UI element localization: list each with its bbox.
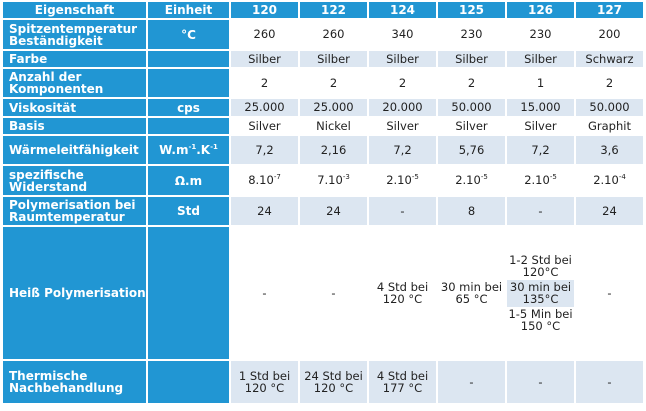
cell: - [231,227,298,359]
cell: - [576,361,643,403]
value-exponent: -7 [273,173,281,182]
heat-cure-option: 1-5 Min bei 150 °C [508,306,573,333]
cell: 5,76 [438,136,505,164]
row-label: spezifische Widerstand [3,166,146,195]
row-unit [148,227,229,359]
cell: Silber [231,51,298,67]
unit-mid: .K [196,143,211,157]
cell: 230 [507,20,574,49]
row-component-count [3,69,643,97]
cell: 8 [438,197,505,225]
cell: 1 Std bei 120 °C [231,361,298,403]
cell: Silber [507,51,574,67]
row-label: Polymerisation bei Raumtemperatur [3,197,146,225]
row-viscosity [3,99,643,116]
cell: 4 Std bei 120 °C [369,227,436,359]
heat-cure-option: 30 min bei 135°C [507,280,574,307]
cell: 50.000 [576,99,643,116]
properties-table [1,0,645,405]
row-unit [148,118,229,134]
row-unit: cps [148,99,229,116]
cell: 15.000 [507,99,574,116]
header-product-124: 124 [369,2,436,18]
value-exponent: -5 [411,173,419,182]
cell: 25.000 [300,99,367,116]
header-product-120: 120 [231,2,298,18]
cell: 1 [507,69,574,97]
value-mantissa: 2.10 [455,173,481,188]
cell: Silver [438,118,505,134]
row-unit: °C [148,20,229,49]
row-heat-curing [3,227,643,359]
cell [231,166,298,195]
unit-base: W.m [159,143,189,157]
cell: 24 Std bei 120 °C [300,361,367,403]
row-base-material [3,118,643,134]
header-unit: Einheit [148,2,229,18]
cell: Silber [369,51,436,67]
cell [369,166,436,195]
header-product-125: 125 [438,2,505,18]
cell: - [507,361,574,403]
value-exponent: -5 [480,173,488,182]
header-product-126: 126 [507,2,574,18]
row-room-temp-curing [3,197,643,225]
cell [438,166,505,195]
cell: - [576,227,643,359]
cell: Silver [369,118,436,134]
cell: 24 [576,197,643,225]
value-exponent: -3 [342,173,350,182]
row-label: Basis [3,118,146,134]
value-exponent: -4 [618,173,626,182]
row-label: Anzahl der Komponenten [3,69,146,97]
row-unit: Ω.m [148,166,229,195]
cell-multi [507,227,574,359]
cell: 200 [576,20,643,49]
cell: 7,2 [507,136,574,164]
row-label: Viskosität [3,99,146,116]
cell: Silver [507,118,574,134]
cell: 2 [231,69,298,97]
cell [507,166,574,195]
heat-cure-option: 1-2 Std bei 120°C [509,252,572,279]
header-row [3,2,643,18]
cell: 7,2 [231,136,298,164]
header-property: Eigenschaft [3,2,146,18]
row-specific-resistance [3,166,643,195]
cell: 2 [369,69,436,97]
cell: 260 [300,20,367,49]
value-exponent: -5 [549,173,557,182]
cell: 2,16 [300,136,367,164]
row-unit [148,361,229,403]
cell: - [438,361,505,403]
cell: 7,2 [369,136,436,164]
row-thermal-post-treatment [3,361,643,403]
row-unit [148,51,229,67]
row-unit [148,136,229,164]
row-color [3,51,643,67]
value-mantissa: 7.10 [317,173,343,188]
cell: Silver [231,118,298,134]
cell: - [369,197,436,225]
cell: 260 [231,20,298,49]
cell: Silber [300,51,367,67]
row-label: Spitzentemperatur Beständigkeit [3,20,146,49]
value-mantissa: 2.10 [593,173,619,188]
unit-exponent: -1 [210,143,218,151]
cell: 24 [231,197,298,225]
value-mantissa: 8.10 [248,173,274,188]
row-unit [148,69,229,97]
value-mantissa: 2.10 [524,173,550,188]
cell: Graphit [576,118,643,134]
row-label: Thermische Nachbehandlung [3,361,146,403]
cell: 230 [438,20,505,49]
cell: 24 [300,197,367,225]
cell [576,166,643,195]
cell: - [507,197,574,225]
header-product-122: 122 [300,2,367,18]
header-product-127: 127 [576,2,643,18]
row-label: Wärmeleitfähigkeit [3,136,146,164]
cell: - [300,227,367,359]
cell: 25.000 [231,99,298,116]
row-label: Heiß Polymerisation [3,227,146,359]
cell: 340 [369,20,436,49]
cell: Silber [438,51,505,67]
cell: 2 [300,69,367,97]
cell [300,166,367,195]
cell: 2 [576,69,643,97]
cell: Nickel [300,118,367,134]
row-label: Farbe [3,51,146,67]
row-unit: Std [148,197,229,225]
cell: Schwarz [576,51,643,67]
cell: 20.000 [369,99,436,116]
row-peak-temperature [3,20,643,49]
cell: 3,6 [576,136,643,164]
value-mantissa: 2.10 [386,173,412,188]
cell: 50.000 [438,99,505,116]
cell: 30 min bei 65 °C [438,227,505,359]
cell: 4 Std bei 177 °C [369,361,436,403]
cell: 2 [438,69,505,97]
row-thermal-conductivity [3,136,643,164]
unit-exponent: -1 [188,143,197,151]
